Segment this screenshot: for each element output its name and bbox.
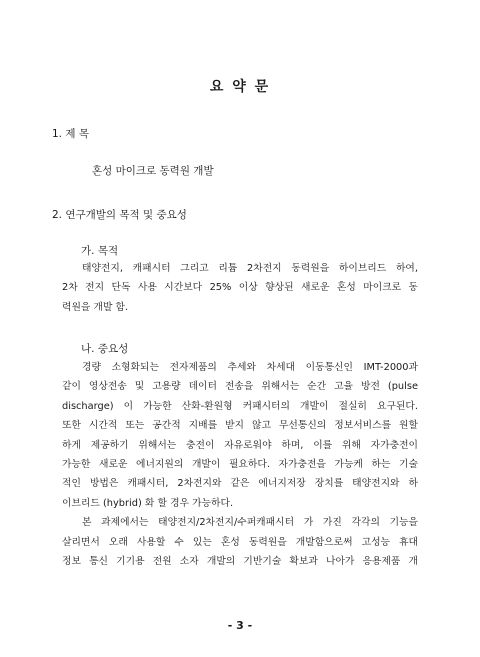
text-line: 정보 통신 기기용 전원 소자 개발의 기반기술 확보과 나아가 응용제품 개 [62, 556, 418, 568]
text-line: 같이 영상전송 및 고용량 데이터 전송을 위해서는 순간 고율 방전 (pulse [62, 381, 418, 393]
section-2-heading: 2. 연구개발의 목적 및 중요성 [52, 209, 187, 221]
text-line: 하게 제공하기 위해서는 충전이 자유로워야 하며, 이를 위해 자가충전이 [62, 439, 418, 451]
text-line: 2차 전지 단독 사용 시간보다 25% 이상 향상된 새로운 혼성 마이크로 동 [62, 282, 418, 294]
text-line: 살리면서 오래 사용할 수 있는 혼성 동력원을 개발함으로써 고성능 휴대 [62, 536, 418, 548]
text-line: 본 과제에서는 태양전지/2차전지/수퍼캐패시터 가 가진 각각의 기능을 [82, 517, 418, 529]
text-line: 태양전지, 캐패시터 그리고 리튬 2차전지 동력원을 하이브리드 하여, [82, 263, 418, 274]
text-line: discharge) 이 가능한 산화-환원형 커패시터의 개발이 절실히 요구된다. [62, 400, 418, 412]
text-line: 경량 소형화되는 전자제품의 추세와 차세대 이동통신인 IMT-2000과 [82, 362, 418, 373]
page-number: - 3 - [227, 619, 253, 632]
text-line: 이브리드 (hybrid) 화 할 경우 가능하다. [62, 497, 234, 509]
text-line: 력원을 개발 함. [62, 301, 129, 313]
page-title: 요 약 문 [209, 79, 271, 95]
text-line: 또한 시간적 또는 공간적 지배를 받지 않고 무선통신의 정보서비스를 원할 [62, 420, 418, 432]
section-1-body: 혼성 마이크로 동력원 개발 [92, 165, 214, 177]
text-line: 적인 방법은 캐패시터, 2차전지와 같은 에너지저장 장치를 태양전지와 하 [62, 478, 418, 490]
purpose-paragraph [62, 259, 418, 317]
section-1-heading: 1. 제 목 [52, 128, 89, 140]
importance-paragraph [62, 358, 418, 571]
subsection-purpose-heading: 가. 목적 [81, 245, 119, 257]
text-line: 가능한 새로운 에너지원의 개발이 필요하다. 자가충전을 가능케 하는 기술 [62, 459, 418, 471]
subsection-importance-heading: 나. 중요성 [81, 343, 129, 355]
